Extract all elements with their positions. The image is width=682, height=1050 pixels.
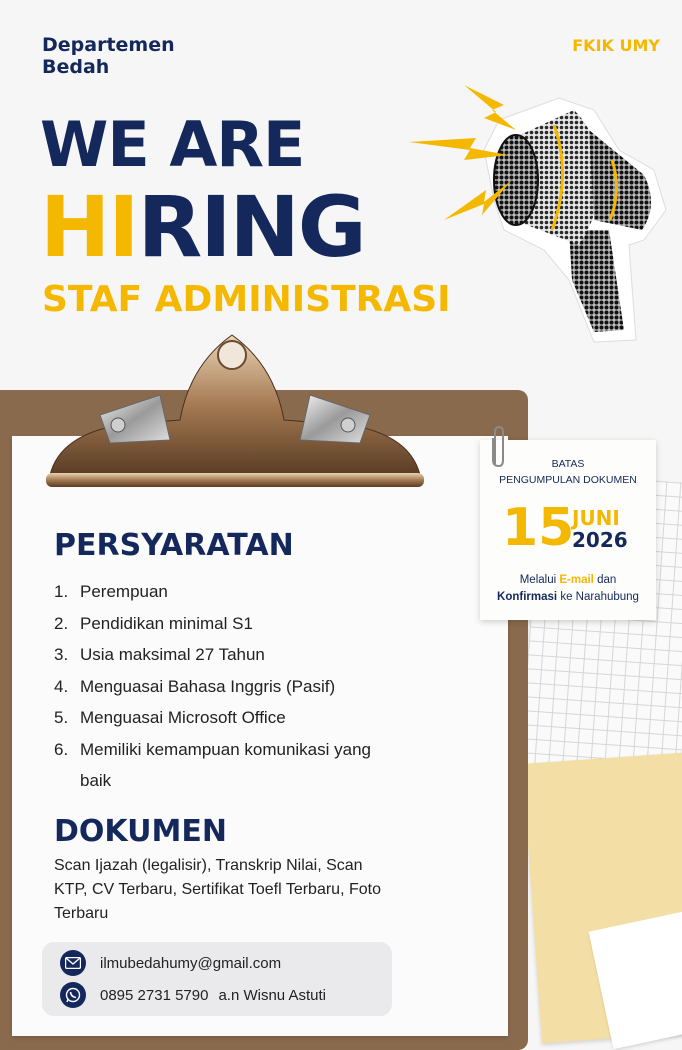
- paperclip-icon: [490, 424, 508, 470]
- deadline-month: JUNI: [572, 506, 620, 530]
- deadline-day: 15: [502, 498, 575, 558]
- list-item: 5. Menguasai Microsoft Office: [54, 708, 286, 727]
- department-line-2: Bedah: [42, 56, 110, 78]
- deadline-year: 2026: [572, 528, 628, 552]
- megaphone-icon: [404, 80, 674, 350]
- list-item: 3. Usia maksimal 27 Tahun: [54, 645, 265, 664]
- deadline-label: BATAS PENGUMPULAN DOKUMEN: [499, 458, 637, 486]
- list-item: 2. Pendidikan minimal S1: [54, 613, 253, 633]
- position-title: STAF ADMINISTRASI: [42, 279, 451, 320]
- contact-phone[interactable]: 0895 2731 5790: [100, 986, 209, 1004]
- requirements-list: [54, 576, 400, 797]
- headline-hiring: [40, 178, 365, 276]
- contact-email-row[interactable]: [60, 950, 281, 976]
- documents-title: DOKUMEN: [54, 814, 227, 849]
- requirements-title: PERSYARATAN: [54, 528, 294, 563]
- contact-person: a.n Wisnu Astuti: [218, 986, 327, 1004]
- contact-box: [42, 942, 392, 1016]
- department-name: [42, 34, 175, 78]
- deadline-instructions: Melalui E-mail dan Konfirmasi ke Narahubung: [497, 574, 639, 603]
- department-line-1: Departemen: [42, 34, 175, 56]
- headline-we-are: WE ARE: [40, 108, 305, 181]
- brand-label: FKIK UMY: [572, 36, 660, 55]
- email-icon: [60, 950, 86, 976]
- headline-hiring-rest: RING: [137, 178, 365, 276]
- list-item: 1. Perempuan: [54, 582, 168, 601]
- whatsapp-icon: [60, 982, 86, 1008]
- clipboard-clip-icon: [40, 325, 430, 500]
- list-item: 6. Memiliki kemampuan komunikasi yang baik: [54, 739, 372, 790]
- contact-phone-row[interactable]: [60, 982, 326, 1008]
- documents-text: Scan Ijazah (legalisir), Transkrip Nilai, Scan KTP, CV Terbaru, Sertifikat Toefl Terbaru, Foto Terbaru: [54, 857, 381, 922]
- contact-email[interactable]: ilmubedahumy@gmail.com: [100, 954, 282, 972]
- list-item: 4. Menguasai Bahasa Inggris (Pasif): [54, 676, 336, 696]
- headline-hiring-highlight: HI: [40, 178, 138, 276]
